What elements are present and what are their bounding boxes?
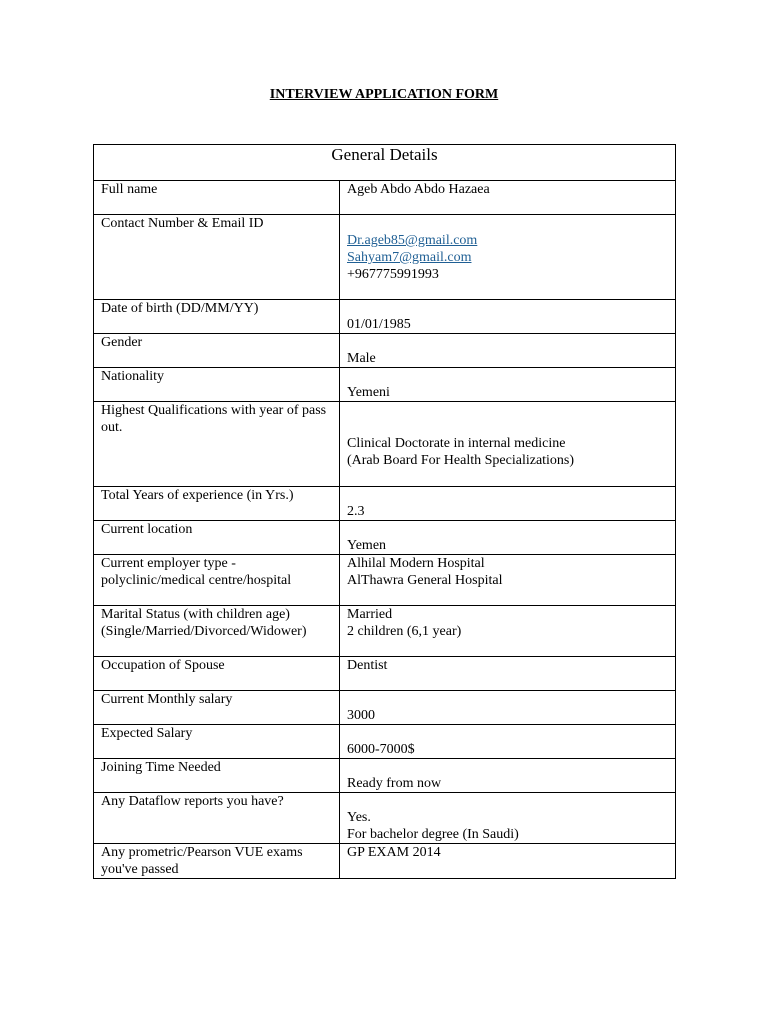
table-row bbox=[94, 181, 676, 215]
field-label: Any Dataflow reports you have? bbox=[94, 793, 340, 844]
value-line: 2 children (6,1 year) bbox=[347, 624, 462, 639]
field-value bbox=[340, 555, 676, 606]
field-label: Current location bbox=[94, 521, 340, 555]
field-value bbox=[340, 521, 676, 555]
value-line: Alhilal Modern Hospital bbox=[347, 556, 485, 571]
field-value bbox=[340, 215, 676, 300]
table-row bbox=[94, 844, 676, 879]
field-label: Highest Qualifications with year of pass out. bbox=[94, 402, 340, 487]
value-line: 3000 bbox=[347, 708, 375, 723]
value-line: (Arab Board For Health Specializations) bbox=[347, 453, 575, 468]
table-row bbox=[94, 793, 676, 844]
value-line: 2.3 bbox=[347, 504, 365, 519]
table-row bbox=[94, 402, 676, 487]
field-label: Any prometric/Pearson VUE exams you've passed bbox=[94, 844, 340, 879]
field-label: Current employer type - polyclinic/medical centre/hospital bbox=[94, 555, 340, 606]
value-line: Ageb Abdo Abdo Hazaea bbox=[347, 182, 490, 197]
table-row bbox=[94, 759, 676, 793]
value-line: Dentist bbox=[347, 658, 388, 673]
table-row bbox=[94, 521, 676, 555]
field-label: Marital Status (with children age) (Single/Married/Divorced/Widower) bbox=[94, 606, 340, 657]
email-link[interactable]: Dr.ageb85@gmail.com bbox=[347, 233, 478, 248]
field-value bbox=[340, 606, 676, 657]
field-value bbox=[340, 657, 676, 691]
value-line: Yemen bbox=[347, 538, 387, 553]
field-label: Date of birth (DD/MM/YY) bbox=[94, 300, 340, 334]
field-label: Expected Salary bbox=[94, 725, 340, 759]
table-row bbox=[94, 300, 676, 334]
field-value bbox=[340, 402, 676, 487]
field-value bbox=[340, 691, 676, 725]
field-label: Joining Time Needed bbox=[94, 759, 340, 793]
application-form-table bbox=[93, 144, 676, 879]
field-label: Total Years of experience (in Yrs.) bbox=[94, 487, 340, 521]
value-line: Clinical Doctorate in internal medicine bbox=[347, 436, 566, 451]
field-label: Gender bbox=[94, 334, 340, 368]
page-title: INTERVIEW APPLICATION FORM bbox=[269, 87, 499, 102]
field-value bbox=[340, 793, 676, 844]
field-value bbox=[340, 368, 676, 402]
field-value bbox=[340, 300, 676, 334]
table-row bbox=[94, 215, 676, 300]
email-link[interactable]: Sahyam7@gmail.com bbox=[347, 250, 472, 265]
field-value bbox=[340, 181, 676, 215]
table-row bbox=[94, 606, 676, 657]
table-row bbox=[94, 725, 676, 759]
field-label: Current Monthly salary bbox=[94, 691, 340, 725]
section-header-row bbox=[94, 145, 676, 181]
field-value bbox=[340, 844, 676, 879]
value-line: Ready from now bbox=[347, 776, 442, 791]
table-row bbox=[94, 334, 676, 368]
phone-number: +967775991993 bbox=[347, 267, 439, 282]
field-label: Contact Number & Email ID bbox=[94, 215, 340, 300]
value-line: Married bbox=[347, 607, 393, 622]
value-line: Male bbox=[347, 351, 376, 366]
table-row bbox=[94, 368, 676, 402]
field-value bbox=[340, 487, 676, 521]
value-line: AlThawra General Hospital bbox=[347, 573, 503, 588]
field-label: Nationality bbox=[94, 368, 340, 402]
table-row bbox=[94, 487, 676, 521]
field-value bbox=[340, 725, 676, 759]
table-row bbox=[94, 691, 676, 725]
section-header: General Details bbox=[94, 145, 676, 181]
value-line: Yemeni bbox=[347, 385, 390, 400]
value-line: 6000-7000$ bbox=[347, 742, 415, 757]
value-line: GP EXAM 2014 bbox=[347, 845, 441, 860]
table-row bbox=[94, 657, 676, 691]
table-row bbox=[94, 555, 676, 606]
field-label: Full name bbox=[94, 181, 340, 215]
value-line: 01/01/1985 bbox=[347, 317, 411, 332]
value-line: Yes. bbox=[347, 810, 371, 825]
value-line: For bachelor degree (In Saudi) bbox=[347, 827, 519, 842]
field-value bbox=[340, 759, 676, 793]
field-value bbox=[340, 334, 676, 368]
field-label: Occupation of Spouse bbox=[94, 657, 340, 691]
